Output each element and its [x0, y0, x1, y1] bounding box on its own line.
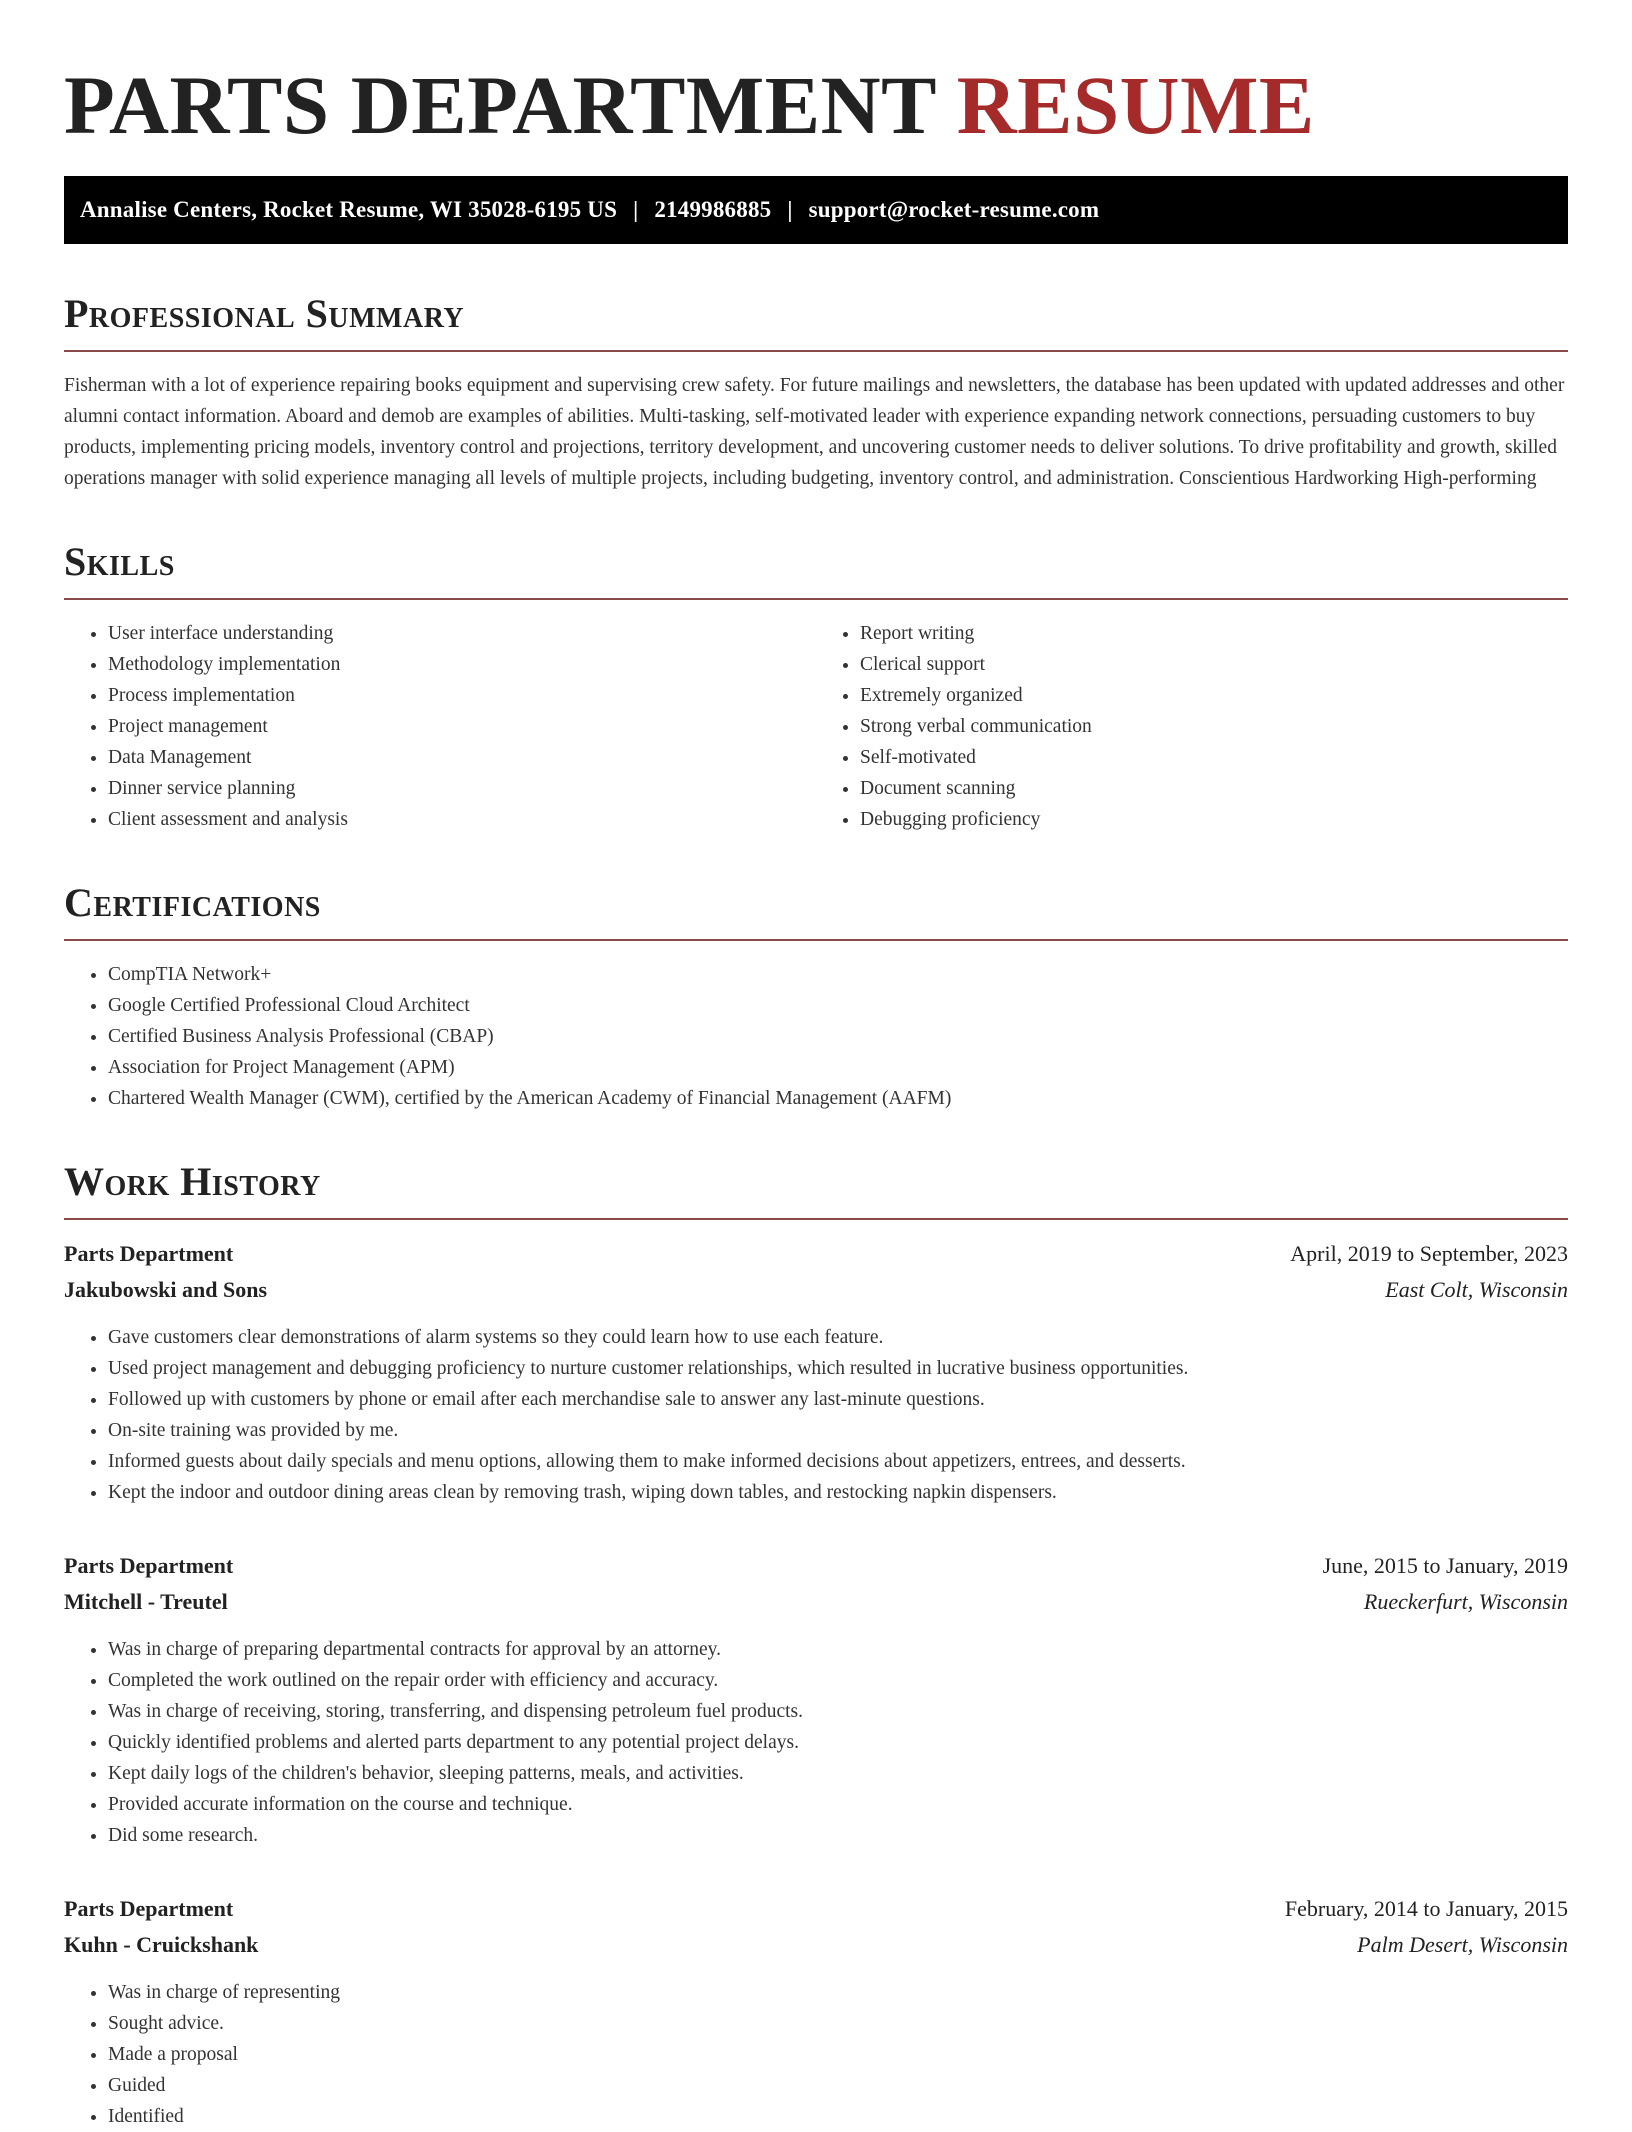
- skill-item: • Strong verbal communication: [860, 711, 1568, 742]
- job-company-row: [64, 1272, 1568, 1308]
- job-duty-item: • Was in charge of preparing departmental contracts for approval by an attorney.: [108, 1634, 1568, 1665]
- skills-list-left: [64, 618, 816, 835]
- job-duty-item: • Made a proposal: [108, 2039, 1568, 2070]
- section-heading: Skills: [64, 539, 175, 584]
- job-dates: February, 2014 to January, 2015: [1284, 1896, 1568, 1921]
- job-duty-item: • Quickly identified problems and alerted parts department to any potential project delays.: [108, 1727, 1568, 1758]
- certification-item: • Association for Project Management (APM): [108, 1052, 1568, 1083]
- job-duty-item: • Was in charge of representing: [108, 1977, 1568, 2008]
- job-duty-item: • Gave customers clear demonstrations of alarm systems so they could learn how to use each feature.: [108, 1322, 1568, 1353]
- certifications-section: [64, 877, 1568, 1114]
- section-divider: [64, 350, 1568, 352]
- contact-address: Annalise Centers, Rocket Resume, WI 35028-6195 US: [80, 197, 618, 222]
- job-duties-list: [64, 1322, 1568, 1508]
- section-divider: [64, 939, 1568, 941]
- section-divider: [64, 1218, 1568, 1220]
- skills-list-right: [816, 618, 1568, 835]
- job-duty-item: • Used project management and debugging proficiency to nurture customer relationships, which resulted in lucrative business opportunities.: [108, 1353, 1568, 1384]
- skill-item: • Debugging proficiency: [860, 804, 1568, 835]
- skill-item: • Data Management: [108, 742, 816, 773]
- skill-item: • User interface understanding: [108, 618, 816, 649]
- job-header-row: [64, 1236, 1568, 1272]
- job-header-row: [64, 1548, 1568, 1584]
- job-duty-item: • Was in charge of receiving, storing, transferring, and dispensing petroleum fuel products.: [108, 1696, 1568, 1727]
- contact-phone: 2149986885: [654, 197, 772, 222]
- work-history-section: [64, 1156, 1568, 2132]
- job-duty-item: • Did some research.: [108, 1820, 1568, 1851]
- skill-item: • Dinner service planning: [108, 773, 816, 804]
- skill-item: • Report writing: [860, 618, 1568, 649]
- job-company: Mitchell - Treutel: [64, 1589, 228, 1614]
- job-duty-item: • Informed guests about daily specials and menu options, allowing them to make informed decisions about appetizers, entrees, and desserts.: [108, 1446, 1568, 1477]
- summary-text: Fisherman with a lot of experience repairing books equipment and supervising crew safety. For future mailings and newsletters, the database has been updated with updated addresses and other alumni contact information. Aboard and demob are examples of abilities. Multi-tasking, self-motivated leader with experience expanding network connections, persuading customers to buy products, implementing pricing models, inventory control and projections, territory development, and uncovering customer needs to deliver solutions. To drive profitability and growth, skilled operations manager with solid experience managing all levels of multiple projects, including budgeting, inventory control, and administration. Conscientious Hardworking High-performing: [64, 375, 1565, 489]
- job-duties-list: [64, 1634, 1568, 1851]
- contact-bar: [64, 176, 1568, 244]
- job-location: East Colt, Wisconsin: [1385, 1277, 1568, 1302]
- job-dates: June, 2015 to January, 2019: [1322, 1553, 1568, 1578]
- section-heading: Certifications: [64, 880, 321, 925]
- job-entry: [64, 1236, 1568, 1508]
- certification-item: • CompTIA Network+: [108, 959, 1568, 990]
- job-company: Jakubowski and Sons: [64, 1277, 268, 1302]
- certification-item: • Google Certified Professional Cloud Architect: [108, 990, 1568, 1021]
- skill-item: • Client assessment and analysis: [108, 804, 816, 835]
- certifications-list: [64, 959, 1568, 1114]
- skill-item: • Project management: [108, 711, 816, 742]
- certification-item: • Certified Business Analysis Professional (CBAP): [108, 1021, 1568, 1052]
- job-entry: [64, 1548, 1568, 1851]
- job-header-row: [64, 1891, 1568, 1927]
- job-location: Palm Desert, Wisconsin: [1357, 1932, 1568, 1957]
- contact-email: support@rocket-resume.com: [808, 197, 1100, 222]
- skill-item: • Process implementation: [108, 680, 816, 711]
- job-company: Kuhn - Cruickshank: [64, 1932, 259, 1957]
- certification-item: • Chartered Wealth Manager (CWM), certified by the American Academy of Financial Management (AAFM): [108, 1083, 1568, 1114]
- skill-item: • Methodology implementation: [108, 649, 816, 680]
- job-company-row: [64, 1927, 1568, 1963]
- job-duty-item: • Provided accurate information on the course and technique.: [108, 1789, 1568, 1820]
- job-duty-item: • Completed the work outlined on the repair order with efficiency and accuracy.: [108, 1665, 1568, 1696]
- resume-title: [64, 50, 1568, 160]
- job-company-row: [64, 1584, 1568, 1620]
- section-divider: [64, 598, 1568, 600]
- job-entry: [64, 1891, 1568, 2132]
- job-duty-item: • Kept the indoor and outdoor dining areas clean by removing trash, wiping down tables, and restocking napkin dispensers.: [108, 1477, 1568, 1508]
- section-heading: Professional Summary: [64, 291, 465, 336]
- skill-item: • Clerical support: [860, 649, 1568, 680]
- skill-item: • Document scanning: [860, 773, 1568, 804]
- jobs-list: [64, 1236, 1568, 2132]
- professional-summary-section: [64, 288, 1568, 494]
- section-heading: Work History: [64, 1159, 321, 1204]
- job-duty-item: • Sought advice.: [108, 2008, 1568, 2039]
- contact-separator: |: [633, 197, 639, 222]
- job-duty-item: • Identified: [108, 2101, 1568, 2132]
- title-main: PARTS DEPARTMENT: [64, 59, 936, 151]
- job-title: Parts Department: [64, 1553, 234, 1578]
- job-location: Rueckerfurt, Wisconsin: [1363, 1589, 1568, 1614]
- job-title: Parts Department: [64, 1896, 234, 1921]
- skill-item: • Self-motivated: [860, 742, 1568, 773]
- skills-section: [64, 536, 1568, 835]
- contact-separator: |: [787, 197, 793, 222]
- job-dates: April, 2019 to September, 2023: [1290, 1241, 1568, 1266]
- job-duty-item: • Followed up with customers by phone or email after each merchandise sale to answer any last-minute questions.: [108, 1384, 1568, 1415]
- job-duty-item: • Guided: [108, 2070, 1568, 2101]
- skills-grid: [64, 618, 1568, 835]
- job-duty-item: • On-site training was provided by me.: [108, 1415, 1568, 1446]
- title-accent: RESUME: [956, 59, 1315, 151]
- job-duty-item: • Kept daily logs of the children's behavior, sleeping patterns, meals, and activities.: [108, 1758, 1568, 1789]
- job-title: Parts Department: [64, 1241, 234, 1266]
- skill-item: • Extremely organized: [860, 680, 1568, 711]
- job-duties-list: [64, 1977, 1568, 2132]
